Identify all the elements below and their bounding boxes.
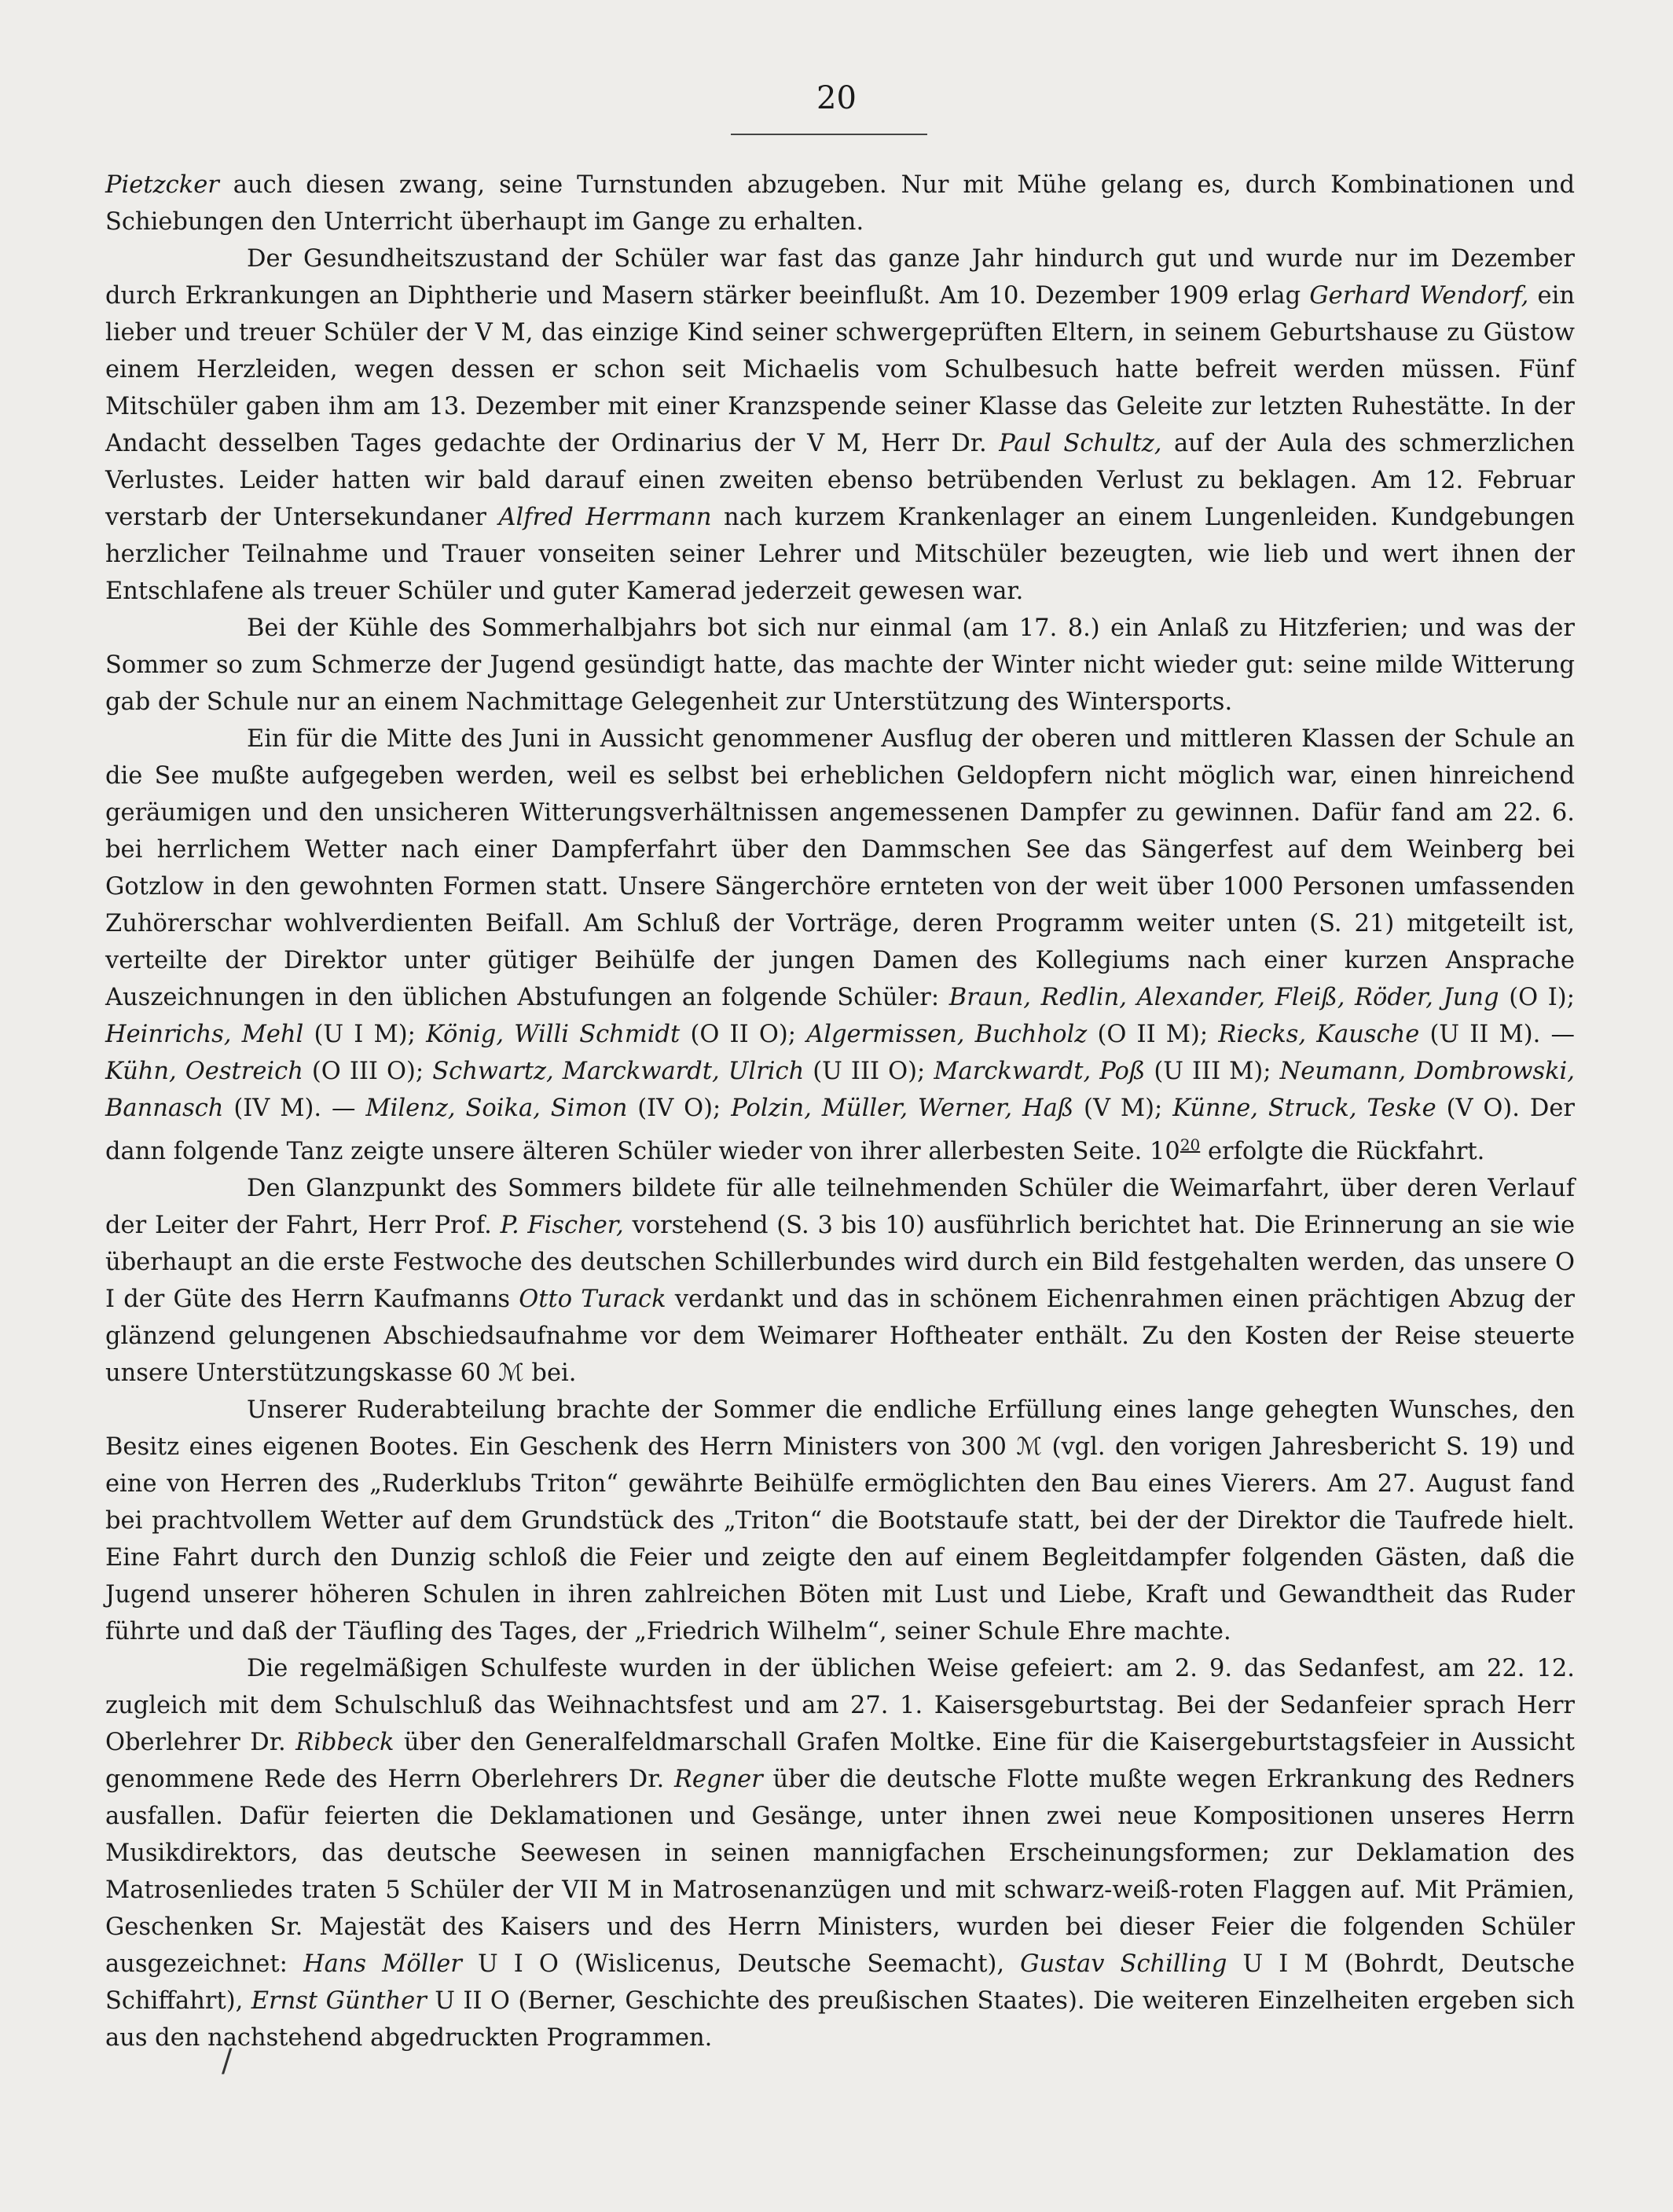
paragraph [105,1650,1575,2056]
text-segment: (O I); [1499,984,1575,1011]
paragraph [105,167,1575,240]
stray-mark: / [222,2043,233,2079]
italic-name: Algermissen, Buchholz [806,1021,1088,1048]
text-segment: (U I M); [303,1021,427,1048]
italic-name: Künne, Struck, Teske [1172,1095,1436,1122]
paragraph [105,240,1575,610]
italic-name: Kühn, Oestreich [105,1058,303,1085]
text-segment: Den Glanzpunkt des Sommers bildete für alle teilnehmenden Schüler die Weimarfahrt, über deren Verlauf der Leiter der Fahrt, Herr Prof. [105,1175,1575,1240]
italic-name: Milenz, Soika, Simon [365,1095,628,1122]
text-segment: 20 [1180,1135,1201,1154]
text-segment: (IV O); [627,1095,732,1122]
italic-name: Otto Turack [519,1286,666,1314]
text-segment: (IV M). — [223,1095,366,1122]
text-segment: (U III O); [804,1058,934,1085]
italic-name: Alfred Herrmann [498,504,712,531]
paragraph [105,721,1575,1170]
text-segment: U I O (Wislicenus, Deutsche Seemacht), [461,1950,1021,1979]
text-segment: nach kurzem Krankenlager an einem Lungenleiden. Kundgebungen herzlicher Teilnahme und Trauer vonseiten seiner Lehrer und Mitschüler bezeugten, wie lieb und wert ihnen der Entschlafene als treuer Schüler und guter Kamerad jederzeit gewesen war. [105,504,1575,605]
text-segment: Der Gesundheitszustand der Schüler war fast das ganze Jahr hindurch gut und wurde nur im Dezember durch Erkrankungen an Diphtherie und Masern stärker beeinflußt. Am 10. Dezember 1909 erlag [105,245,1575,310]
italic-name: Regner [673,1766,763,1794]
italic-name: Riecks, Kausche [1218,1021,1420,1048]
italic-name: Pietzcker [105,171,219,199]
italic-name: König, Willi Schmidt [426,1021,681,1048]
text-segment: (U III M); [1145,1058,1280,1085]
italic-name: P. Fischer, [500,1212,624,1240]
text-segment: über die deutsche Flotte mußte wegen Erkrankung des Redners ausfallen. Dafür feierten die Deklamationen und Gesänge, unter ihnen zwei neue Kompositionen unseres Herrn Musikdirektors, das deutsche Seewesen in seinen mannigfachen Erscheinungsformen; zur Deklamation des Matrosenliedes traten 5 Schüler der VII M in Matrosenanzügen und mit schwarz-weiß-roten Flaggen auf. Mit Prämien, Geschenken Sr. Majestät des Kaisers und des Herrn Ministers, wurden bei dieser Feier die folgenden Schüler ausgezeichnet: [105,1766,1575,1979]
italic-name: Heinrichs, Mehl [105,1021,304,1048]
text-segment: vorstehend (S. 3 bis 10) ausführlich berichtet hat. Die Erinnerung an sie wie überhaupt an die erste Festwoche des deutschen Schillerbundes wird durch ein Bild festgehalten werden, das unsere O I der Güte des Herrn Kaufmanns [105,1212,1575,1314]
text-segment: über den Generalfeldmarschall Grafen Moltke. Eine für die Kaisergeburtstagsfeier in Aussicht genommene Rede des Herrn Oberlehrers Dr. [105,1729,1575,1794]
text-segment: auf der Aula des schmerzlichen Verlustes. Leider hatten wir bald darauf einen zweiten ebenso betrübenden Verlust zu beklagen. Am 12. Februar verstarb der Untersekundaner [105,430,1576,531]
text-segment: U II O (Berner, Geschichte des preußischen Staates). Die weiteren Einzelheiten ergeben sich aus den nachstehend abgedruckten Programmen. [105,1987,1575,2052]
text-segment: U I M (Bohrdt, Deutsche Schiffahrt), [105,1950,1575,2016]
text-segment: auch diesen zwang, seine Turnstunden abzugeben. Nur mit Mühe gelang es, durch Kombinationen und Schiebungen den Unterricht überhaupt im Gange zu erhalten. [105,171,1575,236]
paragraph [105,1170,1575,1392]
text-segment: verdankt und das in schönem Eichenrahmen einen prächtigen Abzug der glänzend gelungenen Abschiedsaufnahme vor dem Weimarer Hoftheater enthält. Zu den Kosten der Reise steuerte unsere Unterstützungskasse 60 ℳ bei. [105,1286,1575,1388]
paragraph [105,1392,1575,1650]
italic-name: Braun, Redlin, Alexander, Fleiß, Röder, Jung [948,984,1499,1011]
text-segment: (U II M). — [1419,1021,1576,1048]
italic-name: Ernst Günther [251,1987,427,2016]
text-segment: (O II O); [680,1021,807,1048]
text-segment: Die regelmäßigen Schulfeste wurden in der üblichen Weise gefeiert: am 2. 9. das Sedanfest, am 22. 12. zugleich mit dem Schulschluß das Weihnachtsfest und am 27. 1. Kaisersgeburtstag. Bei der Sedanfeier sprach Herr Oberlehrer Dr. [105,1655,1575,1757]
text-segment: (O II M); [1087,1021,1219,1048]
italic-name: Polzin, Müller, Werner, Haß [731,1095,1074,1122]
italic-name: Neumann, Dombrowski, Bannasch [105,1058,1576,1122]
italic-name: Gustav Schilling [1020,1950,1227,1979]
text-segment: Unserer Ruderabteilung brachte der Sommer die endliche Erfüllung eines lange gehegten Wunsches, den Besitz eines eigenen Bootes. Ein Geschenk des Herrn Ministers von 300 ℳ (vgl. den vorigen Jahresbericht S. 19) und eine von Herren des „Ruderklubs Triton“ gewährte Beihülfe ermöglichten den Bau eines Vierers. Am 27. August fand bei prachtvollem Wetter auf dem Grundstück des „Triton“ die Bootstaufe statt, bei der der Direktor die Taufrede hielt. Eine Fahrt durch den Dunzig schloß die Feier und zeigte den auf einem Begleitdampfer folgenden Gästen, daß die Jugend unserer höheren Schulen in ihren zahlreichen Böten mit Lust und Liebe, Kraft und Gewandtheit das Ruder führte und daß der Täufling des Tages, der „Friedrich Wilhelm“, seiner Schule Ehre machte. [105,1396,1575,1646]
text-segment: (V O). Der dann folgende Tanz zeigte unsere älteren Schüler wieder von ihrer allerbesten Seite. 10 [105,1095,1575,1166]
text-segment: Ein für die Mitte des Juni in Aussicht genommener Ausflug der oberen und mittleren Klassen der Schule an die See mußte aufgegeben werden, weil es selbst bei erheblichen Geldopfern nicht möglich war, einen hinreichend geräumigen und den unsicheren Witterungsverhältnissen angemessenen Dampfer zu gewinnen. Dafür fand am 22. 6. bei herrlichem Wetter nach einer Dampferfahrt über den Dammschen See das Sängerfest auf dem Weinberg bei Gotzlow in den gewohnten Formen statt. Unsere Sängerchöre ernteten von der weit über 1000 Personen umfassenden Zuhörerschar wohlverdienten Beifall. Am Schluß der Vorträge, deren Programm weiter unten (S. 21) mitgeteilt ist, verteilte der Direktor unter gütiger Beihülfe der jungen Damen des Kollegiums nach einer kurzen Ansprache Auszeichnungen in den üblichen Abstufungen an folgende Schüler: [105,725,1575,1011]
page-number: 20 [816,80,857,116]
italic-name: Marckwardt, Poß [934,1058,1146,1085]
italic-name: Gerhard Wendorf, [1309,282,1529,310]
italic-name: Paul Schultz, [999,430,1162,457]
paragraph [105,610,1575,721]
page-number-rule [731,134,927,135]
text-segment: (V M); [1073,1095,1173,1122]
body-text [105,167,1575,2056]
text-segment: ein lieber und treuer Schüler der V M, das einzige Kind seiner schwergeprüften Eltern, in seinem Geburtshause zu Güstow einem Herzleiden, wegen dessen er schon seit Michaelis vom Schulbesuch hatte befreit werden müssen. Fünf Mitschüler gaben ihm am 13. Dezember mit einer Kranzspende seiner Klasse das Geleite zur letzten Ruhestätte. In der Andacht desselben Tages gedachte der Ordinarius der V M, Herr Dr. [105,282,1575,457]
text-segment: (O III O); [303,1058,433,1085]
italic-name: Schwartz, Marckwardt, Ulrich [432,1058,805,1085]
italic-name: Ribbeck [295,1729,394,1757]
text-segment: erfolgte die Rückfahrt. [1200,1138,1485,1166]
text-segment: Bei der Kühle des Sommerhalbjahrs bot sich nur einmal (am 17. 8.) ein Anlaß zu Hitzferien; und was der Sommer so zum Schmerze der Jugend gesündigt hatte, das machte der Winter nicht wieder gut: seine milde Witterung gab der Schule nur an einem Nachmittage Gelegenheit zur Unterstützung des Wintersports. [105,614,1575,716]
italic-name: Hans Möller [303,1950,462,1979]
